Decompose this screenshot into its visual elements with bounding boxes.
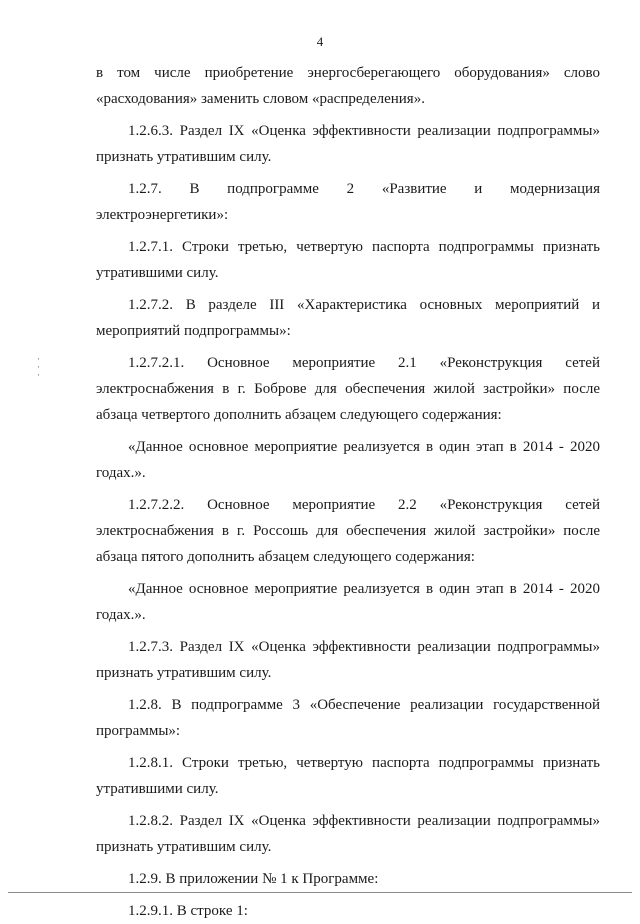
text-line: 1.2.9.1. В строке 1: <box>128 903 248 919</box>
text-line: в том числе приобретение энергосберегающего оборудования» слово <box>96 65 600 81</box>
text-line: электроэнергетики»: <box>96 207 229 223</box>
paragraph <box>96 292 600 344</box>
text-line: 1.2.7.3. Раздел IX «Оценка эффективности реализации подпрограммы» <box>128 639 600 655</box>
text-line: 1.2.8.1. Строки третью, четвертую паспорта подпрограммы признать <box>128 755 600 771</box>
paragraph <box>96 750 600 802</box>
text-line: 1.2.8.2. Раздел IX «Оценка эффективности реализации подпрограммы» <box>128 813 600 829</box>
text-line: годах.». <box>96 465 146 481</box>
paragraph <box>96 60 600 112</box>
paragraph <box>96 492 600 570</box>
paragraph <box>96 350 600 428</box>
paragraph <box>96 898 600 924</box>
text-line: электроснабжения в г. Россошь для обеспечения жилой застройки» после <box>96 523 600 539</box>
text-line: абзаца четвертого дополнить абзацем следующего содержания: <box>96 407 502 423</box>
text-line: 1.2.6.3. Раздел IX «Оценка эффективности реализации подпрограммы» <box>128 123 600 139</box>
paragraph <box>96 692 600 744</box>
text-line: 1.2.7. В подпрограмме 2 «Развитие и модернизация <box>128 181 600 197</box>
text-line: 1.2.7.2. В разделе III «Характеристика основных мероприятий и <box>128 297 600 313</box>
document-body <box>96 60 600 924</box>
page-number: 4 <box>316 34 324 49</box>
text-line: «расходования» заменить словом «распределения». <box>96 91 425 107</box>
text-line: 1.2.8. В подпрограмме 3 «Обеспечение реализации государственной <box>128 697 600 713</box>
paragraph <box>96 176 600 228</box>
text-line: «Данное основное мероприятие реализуется в один этап в 2014 - 2020 <box>128 581 600 597</box>
text-line: электроснабжения в г. Боброве для обеспечения жилой застройки» после <box>96 381 600 397</box>
paragraph <box>96 866 600 892</box>
paragraph <box>96 118 600 170</box>
paragraph <box>96 234 600 286</box>
text-line: утратившими силу. <box>96 781 219 797</box>
paragraph <box>96 808 600 860</box>
paragraph <box>96 634 600 686</box>
text-line: «Данное основное мероприятие реализуется в один этап в 2014 - 2020 <box>128 439 600 455</box>
text-line: 1.2.7.2.1. Основное мероприятие 2.1 «Реконструкция сетей <box>128 355 600 371</box>
text-line: утратившими силу. <box>96 265 219 281</box>
text-line: программы»: <box>96 723 181 739</box>
page-bottom-edge <box>8 892 632 893</box>
scan-artifact: · · · <box>37 354 40 380</box>
text-line: 1.2.7.1. Строки третью, четвертую паспорта подпрограммы признать <box>128 239 600 255</box>
paragraph <box>96 576 600 628</box>
text-line: признать утратившим силу. <box>96 839 272 855</box>
text-line: годах.». <box>96 607 146 623</box>
paragraph <box>96 434 600 486</box>
text-line: мероприятий подпрограммы»: <box>96 323 291 339</box>
text-line: признать утратившим силу. <box>96 665 272 681</box>
text-line: 1.2.9. В приложении № 1 к Программе: <box>128 871 379 887</box>
text-line: абзаца пятого дополнить абзацем следующего содержания: <box>96 549 475 565</box>
text-line: 1.2.7.2.2. Основное мероприятие 2.2 «Реконструкция сетей <box>128 497 600 513</box>
text-line: признать утратившим силу. <box>96 149 272 165</box>
